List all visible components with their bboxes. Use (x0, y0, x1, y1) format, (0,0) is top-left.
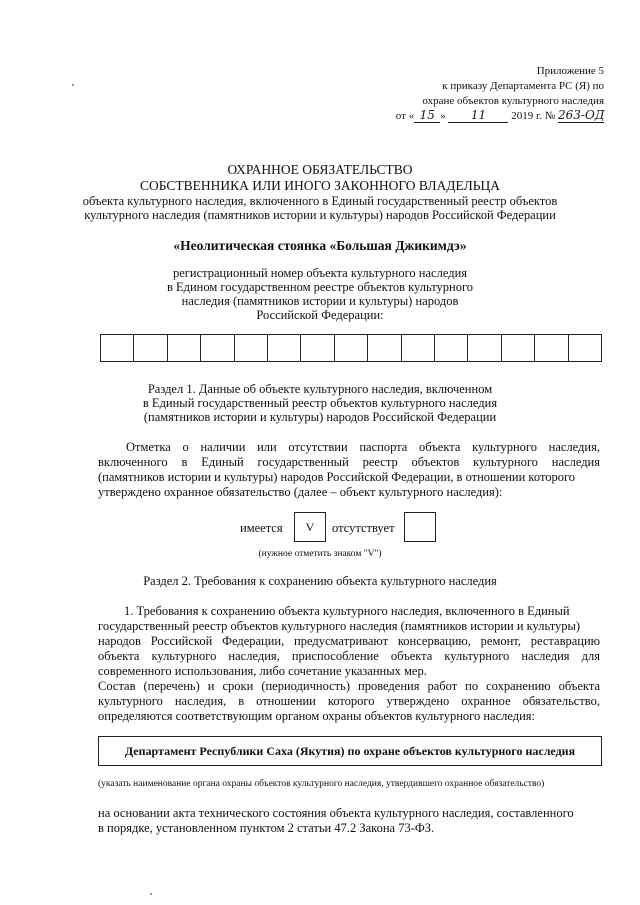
req-line-1: 1. Требования к сохранению объекта культурного наследия, включенного в Единый (124, 604, 570, 618)
date-year: 2019 г. № (511, 110, 556, 122)
protection-authority-box: Департамент Республики Саха (Якутия) по охране объектов культурного наследия (98, 736, 602, 766)
registration-line-2: в Едином государственном реестре объектов культурного (166, 280, 474, 294)
checkbox-note: (нужное отметить знаком "V") (258, 549, 382, 559)
order-number: 263-ОД (558, 108, 605, 122)
req-line-3: народов Российской Федерации, предусматривают консервацию, ремонт, реставрацию (98, 634, 600, 648)
basis-line-2: в порядке, установленном пунктом 2 статьи 47.2 Закона 73-ФЗ. (98, 821, 435, 835)
req-line-6: Состав (перечень) и сроки (периодичность) проведения работ по сохранению объекта (98, 679, 600, 693)
reg-cell (168, 335, 201, 361)
appendix-line-1: Приложение 5 (536, 65, 604, 77)
req-line-4: объекта культурного наследия, приспособление объекта культурного наследия для (98, 649, 600, 663)
appendix-line-3: охране объектов культурного наследия (422, 95, 604, 107)
passport-line-3: (памятников истории и культуры) народов Российской Федерации, в отношении которого (98, 470, 576, 484)
reg-cell (235, 335, 268, 361)
passport-line-2: включенного в Единый государственный реестр объектов культурного наследия (98, 455, 600, 469)
section1-line-2: в Единый государственный реестр объектов культурного наследия (142, 396, 498, 410)
appendix-date-line (396, 108, 604, 123)
reg-cell (268, 335, 301, 361)
req-line-7: культурного наследия, в отношении которого утверждено охранное обязательство, (98, 694, 600, 708)
scan-speck (150, 893, 152, 895)
scan-speck (72, 84, 74, 86)
section1-line-3: (памятников истории и культуры) народов Российской Федерации (143, 410, 497, 424)
reg-cell (368, 335, 401, 361)
appendix-line-2: к приказу Департамента РС (Я) по (442, 80, 604, 92)
title-line-3: объекта культурного наследия, включенного в Единый государственный реестр объектов (82, 194, 558, 208)
req-line-8: определяются соответствующим органом охраны объектов культурного наследия: (98, 709, 536, 723)
reg-cell (535, 335, 568, 361)
object-name: «Неолитическая стоянка «Большая Джикимдэ» (173, 238, 467, 253)
reg-cell (569, 335, 601, 361)
reg-cell (435, 335, 468, 361)
registration-number-grid (100, 334, 602, 362)
reg-cell (101, 335, 134, 361)
title-line-1: ОХРАННОЕ ОБЯЗАТЕЛЬСТВО (227, 162, 413, 177)
reg-cell (301, 335, 334, 361)
has-passport-label: имеется (240, 521, 283, 535)
title-line-4: культурного наследия (памятников истории и культуры) народов Российской Федерации (84, 208, 556, 222)
section1-line-1: Раздел 1. Данные об объекте культурного наследия, включенном (147, 382, 493, 396)
reg-cell (134, 335, 167, 361)
section2-title: Раздел 2. Требования к сохранению объекта культурного наследия (143, 574, 497, 588)
req-line-2: государственный реестр объектов культурного наследия (памятников истории и культуры) (98, 619, 581, 633)
basis-line-1: на основании акта технического состояния объекта культурного наследия, составленного (98, 806, 574, 820)
passport-line-4: утверждено охранное обязательство (далее – объект культурного наследия): (98, 485, 503, 499)
reg-cell (502, 335, 535, 361)
reg-cell (468, 335, 501, 361)
passport-line-1: Отметка о наличии или отсутствии паспорта объекта культурного наследия, (126, 440, 600, 454)
reg-cell (201, 335, 234, 361)
authority-note: (указать наименование органа охраны объектов культурного наследия, утвердившего охранное обязательство) (98, 779, 545, 789)
registration-line-1: регистрационный номер объекта культурного наследия (172, 266, 468, 280)
registration-line-3: наследия (памятников истории и культуры) народов (181, 294, 459, 308)
date-day: 15 (414, 108, 440, 123)
no-passport-label: отсутствует (332, 521, 395, 535)
reg-cell (402, 335, 435, 361)
title-line-2: СОБСТВЕННИКА ИЛИ ИНОГО ЗАКОННОГО ВЛАДЕЛЬЦА (139, 178, 500, 193)
has-passport-checkbox[interactable]: V (294, 512, 326, 542)
date-mid: » (440, 110, 446, 122)
no-passport-checkbox[interactable] (404, 512, 436, 542)
date-prefix: от « (395, 110, 415, 122)
registration-line-4: Российской Федерации: (256, 308, 384, 322)
reg-cell (335, 335, 368, 361)
req-line-5: современного использования, либо сочетание указанных мер. (98, 664, 427, 678)
date-month: 11 (448, 108, 508, 123)
